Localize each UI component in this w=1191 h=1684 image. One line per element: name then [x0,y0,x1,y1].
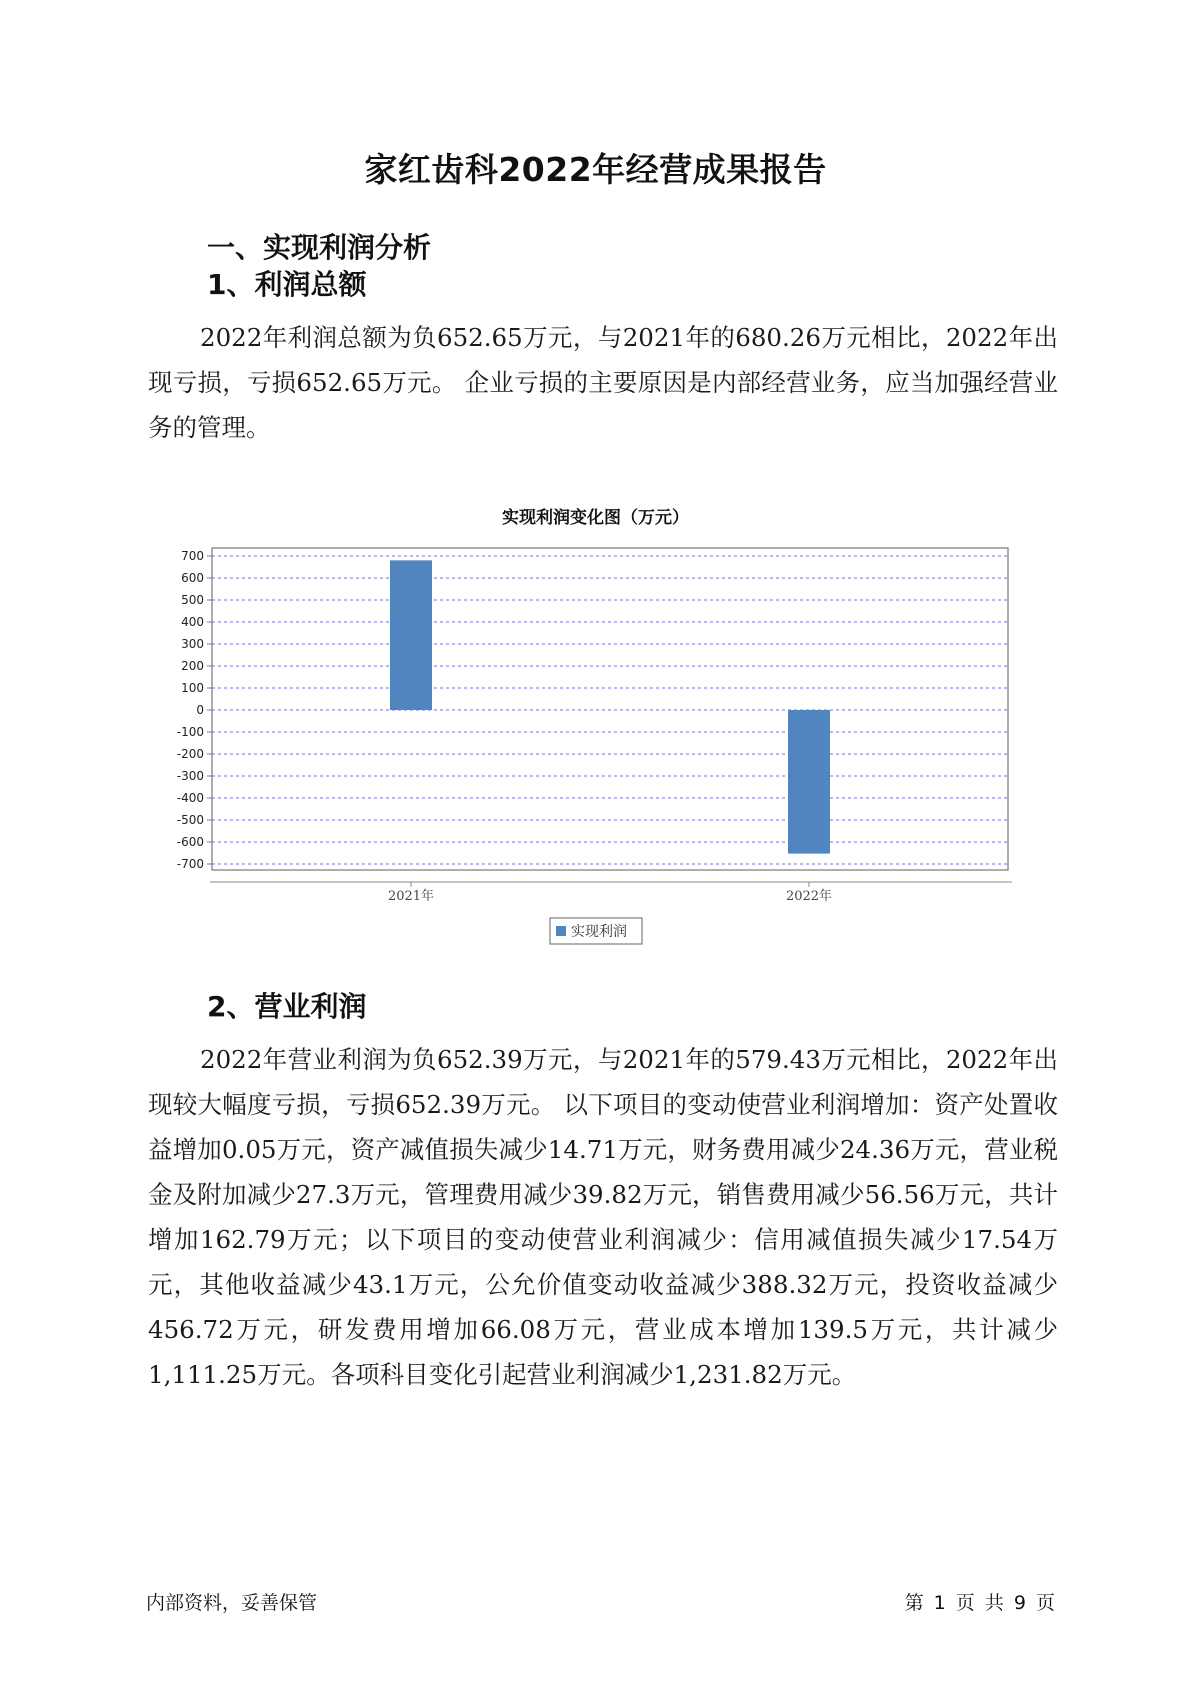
legend-swatch [556,926,566,936]
chart-title: 实现利润变化图（万元） [502,508,689,528]
y-tick-label: 700 [181,549,204,563]
footer-confidential-note: 内部资料，妥善保管 [146,1592,318,1614]
footer-page-number: 第 1 页 共 9 页 [904,1592,1055,1614]
y-tick-label: -300 [176,769,204,783]
y-tick-label: -600 [176,835,204,849]
x-tick-label: 2022年 [785,889,833,904]
y-tick-label: -700 [176,857,204,871]
y-tick-label: 300 [181,637,204,651]
legend-label: 实现利润 [571,924,627,940]
document-title: 家红齿科2022年经营成果报告 [364,150,827,189]
plot-area [212,548,1008,870]
y-tick-label: 600 [181,571,204,585]
y-tick-label: -400 [176,791,204,805]
y-tick-label: -500 [176,813,204,827]
y-tick-label: 0 [196,703,204,717]
subsection-heading-total-profit: 1、利润总额 [207,268,367,301]
bar-2022年 [788,710,830,854]
paragraph-operating-profit: 2022年营业利润为负652.39万元，与2021年的579.43万元相比，2022年出现较大幅度亏损，亏损652.39万元。 以下项目的变动使营业利润增加：资产处置收益增加0.05万元，资产减值损失减少14.71万元，财务费用减少24.36万元，营业税金及附加减少27.3万元，管理费用减少39.82万元，销售费用减少56.56万元，共计增加162.79万元；以下项目的变动使营业利润减少：信用减值损失减少17.54万元，其他收益减少43.1万元，公允价值变动收益减少388.32万元，投资收益减少456.72万元，研发费用增加66.08万元，营业成本增加139.5万元，共计减少1,111.25万元。各项科目变化引起营业利润减少1,231.82万元。 [148,1045,1058,1389]
profit-change-chart [160,540,1040,960]
subsection-heading-operating-profit: 2、营业利润 [207,990,367,1023]
y-tick-label: 200 [181,659,204,673]
x-tick-label: 2021年 [387,889,435,904]
y-tick-label: -100 [176,725,204,739]
y-tick-label: -200 [176,747,204,761]
paragraph-total-profit: 2022年利润总额为负652.65万元，与2021年的680.26万元相比，2022年出现亏损，亏损652.65万元。 企业亏损的主要原因是内部经营业务，应当加强经营业务的管理。 [148,323,1058,442]
section-heading-profit-analysis: 一、实现利润分析 [207,231,432,264]
bar-2021年 [390,560,432,710]
y-tick-label: 100 [181,681,204,695]
y-tick-label: 400 [181,615,204,629]
y-tick-label: 500 [181,593,204,607]
